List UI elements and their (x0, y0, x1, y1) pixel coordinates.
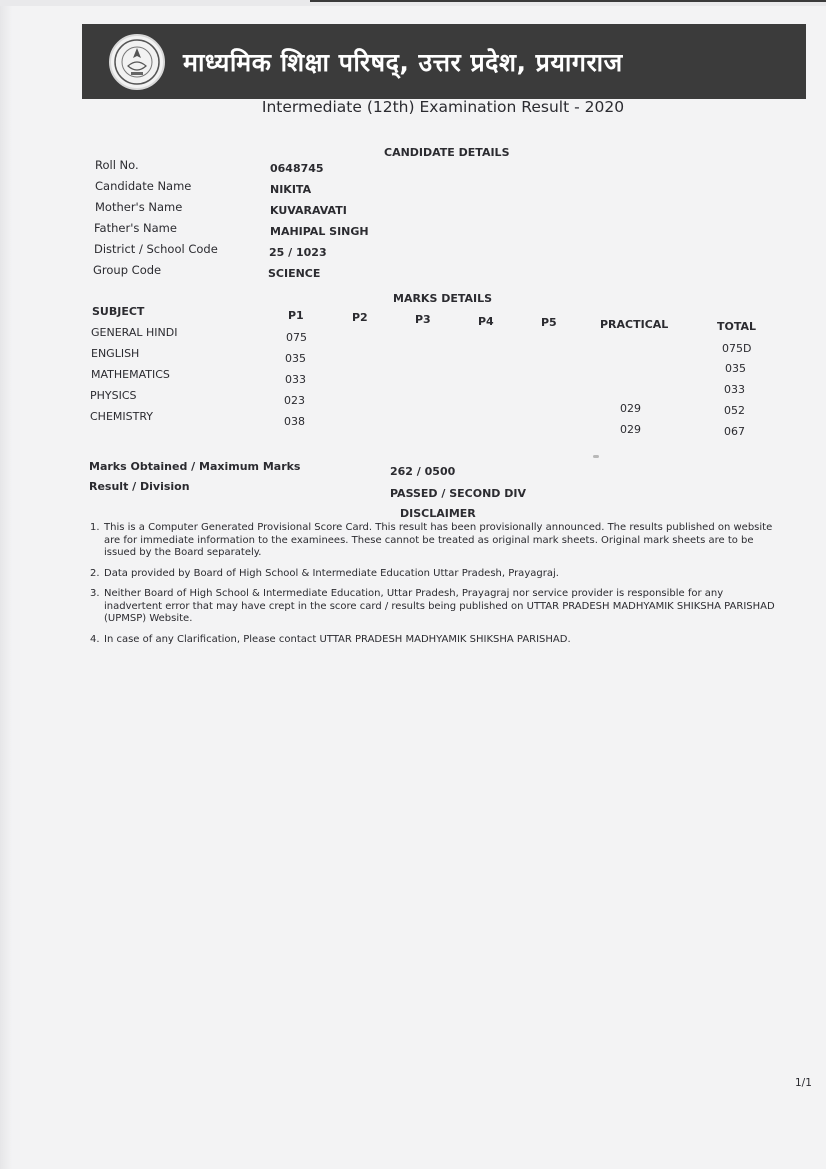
table-row-p1: 035 (285, 352, 306, 365)
note-number: 3. (90, 588, 100, 599)
exam-title (0, 98, 826, 116)
marks-details-heading: MARKS DETAILS (393, 292, 493, 305)
column-header-practical: PRACTICAL (600, 318, 669, 331)
mother-name-label: Mother's Name (95, 200, 183, 214)
district-school-code-label: District / School Code (94, 242, 218, 256)
disclaimer-note (90, 522, 780, 560)
table-row-total: 033 (724, 383, 745, 396)
result-division-label: Result / Division (89, 480, 190, 493)
note-text: Data provided by Board of High School & Intermediate Education Uttar Pradesh, Prayagraj. (104, 567, 559, 579)
note-number: 1. (90, 522, 100, 533)
column-header-p5: P5 (541, 316, 557, 329)
disclaimer-heading: DISCLAIMER (400, 507, 476, 520)
table-row-subject: GENERAL HINDI (91, 326, 178, 339)
table-row-subject: MATHEMATICS (91, 368, 170, 381)
marks-obtained-label: Marks Obtained / Maximum Marks (89, 460, 301, 473)
board-emblem-logo (109, 34, 165, 90)
candidate-name-value: NIKITA (270, 183, 312, 196)
board-name-title: माध्यमिक शिक्षा परिषद्, उत्तर प्रदेश, प्रयागराज (183, 47, 623, 77)
table-row-subject: ENGLISH (91, 347, 140, 360)
column-header-p3: P3 (415, 313, 431, 326)
group-code-label: Group Code (93, 263, 162, 277)
table-row-practical: 029 (620, 402, 641, 415)
table-row-total: 052 (724, 404, 745, 417)
page-number: 1/1 (795, 1077, 812, 1089)
table-row-total: 067 (724, 425, 745, 438)
marks-obtained-value: 262 / 0500 (390, 465, 456, 478)
disclaimer-note (90, 568, 780, 581)
note-text: In case of any Clarification, Please contact UTTAR PRADESH MADHYAMIK SHIKSHA PARISHAD. (104, 633, 571, 645)
candidate-details-heading: CANDIDATE DETAILS (384, 146, 510, 159)
disclaimer-note (90, 634, 780, 647)
column-header-p4: P4 (478, 315, 494, 328)
column-header-p1: P1 (288, 309, 304, 322)
note-text: This is a Computer Generated Provisional Score Card. This result has been provisionally announced. The results published on website are for immediate information to the examinees. These cannot be treated as original mark sheets. Original mark sheets are to be issued by the Board separately. (104, 522, 773, 558)
table-row-total: 075D (722, 342, 752, 355)
note-number: 4. (90, 633, 100, 645)
table-row-subject: PHYSICS (90, 389, 137, 402)
column-header-p2: P2 (352, 311, 368, 324)
note-text: Neither Board of High School & Intermediate Education, Uttar Pradesh, Prayagraj nor service provider is responsible for any inadvertent error that may have crept in the score card / results being published on UTTAR PRADESH MADHYAMIK SHIKSHA PARISHAD (UPMSP) Website. (104, 588, 775, 624)
page-edge (0, 0, 12, 1169)
roll-no-label: Roll No. (95, 158, 139, 172)
column-header-subject: SUBJECT (92, 305, 145, 318)
column-header-total: TOTAL (717, 320, 757, 333)
candidate-name-label: Candidate Name (95, 179, 192, 193)
group-code-value: SCIENCE (268, 267, 321, 280)
table-row-p1: 033 (285, 373, 306, 386)
top-edge (0, 0, 826, 6)
table-row-practical: 029 (620, 423, 641, 436)
roll-no-value: 0648745 (270, 162, 324, 175)
father-name-label: Father's Name (94, 221, 177, 235)
table-row-subject: CHEMISTRY (90, 410, 153, 423)
disclaimer-notes (90, 522, 780, 654)
result-division-value: PASSED / SECOND DIV (390, 487, 527, 500)
mother-name-value: KUVARAVATI (270, 204, 347, 217)
table-row-p1: 075 (286, 331, 307, 344)
table-row-total: 035 (725, 362, 746, 375)
board-header-banner (82, 24, 806, 99)
table-row-p1: 038 (284, 415, 305, 428)
disclaimer-note (90, 588, 780, 626)
note-number: 2. (90, 567, 100, 579)
table-row-p1: 023 (284, 394, 305, 407)
scan-speck (593, 455, 599, 458)
father-name-value: MAHIPAL SINGH (270, 225, 369, 238)
district-school-code-value: 25 / 1023 (269, 246, 327, 259)
exam-title-text: Intermediate (12th) Examination Result - 2020 (261, 98, 625, 116)
